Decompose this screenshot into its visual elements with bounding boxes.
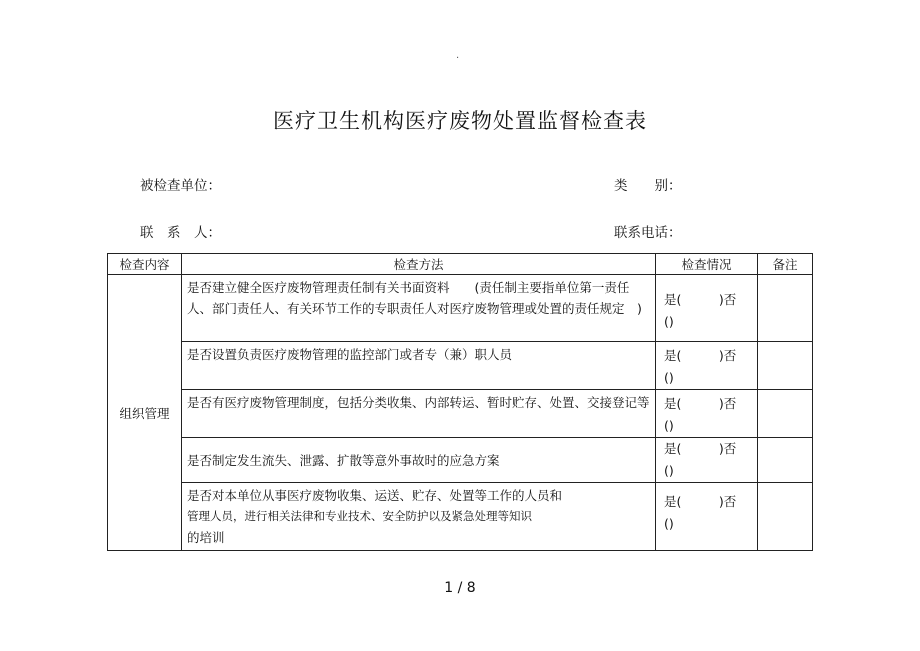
- remarks-cell[interactable]: [758, 438, 813, 483]
- category-label: 类 别：: [614, 178, 682, 194]
- header-content: 检查内容: [108, 254, 182, 275]
- table-row: [108, 275, 813, 342]
- method-text-small: 管理人员，进行相关法律和专业技术、安全防护以及紧急处理等知识: [187, 509, 532, 523]
- method-text: 是否对本单位从事医疗废物收集、运送、贮存、处置等工作的人员和: [187, 488, 563, 503]
- status-no-option: (): [664, 370, 674, 385]
- header-status: 检查情况: [656, 254, 758, 275]
- status-no-option: (): [664, 516, 674, 531]
- status-yes-option: 是( )否: [664, 441, 737, 456]
- status-yes-option: 是( )否: [664, 494, 737, 509]
- status-no-option: (): [664, 314, 674, 329]
- table-row: [108, 390, 813, 438]
- status-no-option: (): [664, 463, 674, 478]
- status-yes-option: 是( )否: [664, 292, 737, 307]
- table-row: [108, 483, 813, 551]
- method-cell: [182, 483, 656, 551]
- status-cell[interactable]: [656, 275, 758, 342]
- inspected-unit-label: 被检查单位：: [140, 178, 221, 194]
- page-number: 1 / 8: [444, 580, 476, 596]
- header-remarks: 备注: [758, 254, 813, 275]
- table-row: [108, 342, 813, 390]
- method-cell: 是否有医疗废物管理制度，包括分类收集、内部转运、暂时贮存、处置、交接登记等: [182, 390, 656, 438]
- status-cell[interactable]: [656, 438, 758, 483]
- contact-phone-label: 联系电话：: [614, 225, 682, 241]
- header-method: 检查方法: [182, 254, 656, 275]
- remarks-cell[interactable]: [758, 483, 813, 551]
- page-title: 医疗卫生机构医疗废物处置监督检查表: [273, 109, 647, 133]
- status-no-option: (): [664, 418, 674, 433]
- status-yes-option: 是( )否: [664, 348, 737, 363]
- method-cell: 是否设置负责医疗废物管理的监控部门或者专（兼）职人员: [182, 342, 656, 390]
- status-cell[interactable]: [656, 342, 758, 390]
- status-yes-option: 是( )否: [664, 396, 737, 411]
- remarks-cell[interactable]: [758, 390, 813, 438]
- page-mark: .: [456, 50, 460, 61]
- category-cell: 组织管理: [108, 275, 182, 551]
- inspection-table: [107, 253, 813, 551]
- remarks-cell[interactable]: [758, 275, 813, 342]
- remarks-cell[interactable]: [758, 342, 813, 390]
- contact-person-label: 联 系 人：: [140, 225, 221, 241]
- table-header-row: [108, 254, 813, 275]
- method-cell: 是否建立健全医疗废物管理责任制有关书面资料 (责任制主要指单位第一责任人、部门责任人、有关环节工作的专职责任人对医疗废物管理或处置的责任规定 ): [182, 275, 656, 342]
- status-cell[interactable]: [656, 483, 758, 551]
- method-text-end: 的培训: [187, 530, 225, 545]
- method-cell: 是否制定发生流失、泄露、扩散等意外事故时的应急方案: [182, 438, 656, 483]
- status-cell[interactable]: [656, 390, 758, 438]
- table-row: [108, 438, 813, 483]
